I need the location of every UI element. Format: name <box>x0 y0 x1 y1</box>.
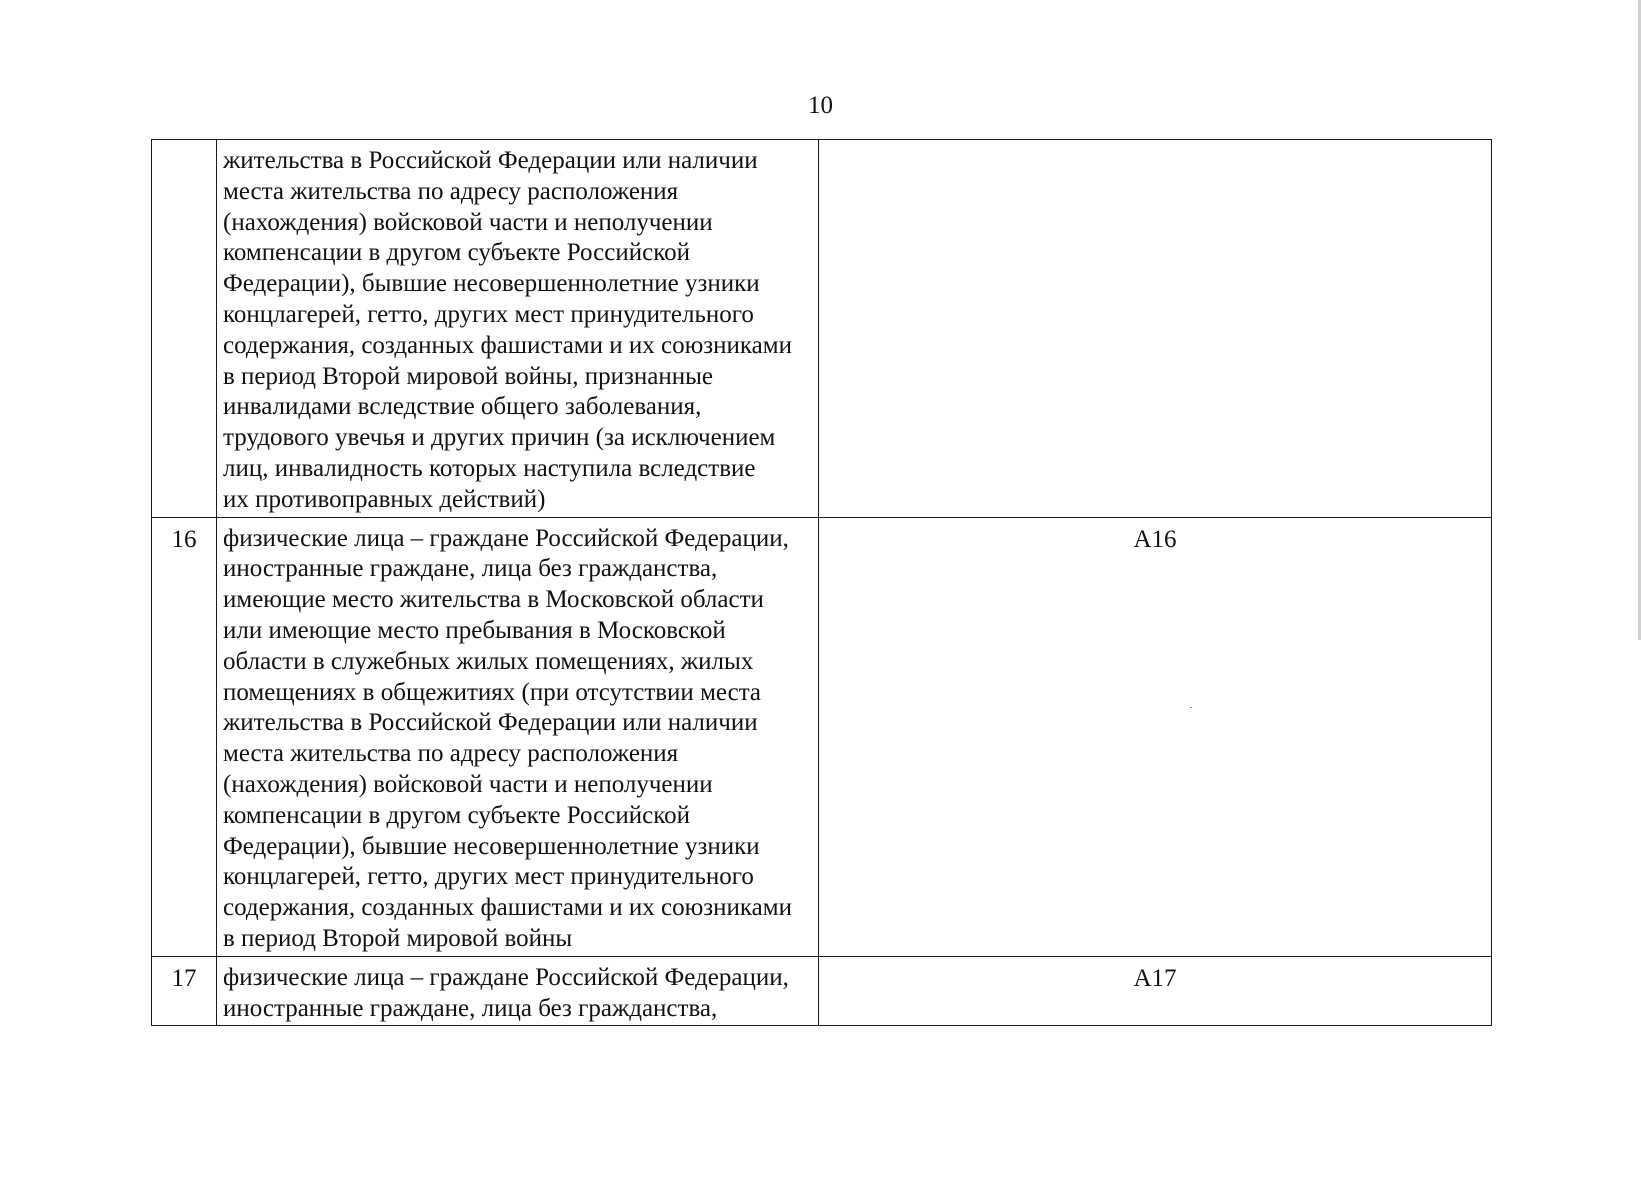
scan-speck <box>1190 707 1192 708</box>
category-code-cell <box>819 140 1492 518</box>
description-line: жительства в Российской Федерации или наличии <box>223 147 758 174</box>
description-line: области в служебных жилых помещениях, жилых <box>223 647 754 675</box>
description-line: жительства в Российской Федерации или наличии <box>223 709 758 737</box>
description-line: концлагерей, гетто, других мест принудительного <box>223 300 754 328</box>
description-line: Федерации), бывшие несовершеннолетние узники <box>223 270 760 298</box>
description-line: места жительства по адресу расположения <box>223 177 679 205</box>
description-line: трудового увечья и других причин (за исключением <box>223 424 776 452</box>
category-code-cell: А17 <box>819 956 1492 1026</box>
description-line: физические лица – граждане Российской Федерации, <box>223 963 789 991</box>
description-line: имеющие место жительства в Московской области <box>223 586 764 614</box>
row-number-cell: 17 <box>152 956 217 1026</box>
category-description-cell <box>217 517 819 956</box>
description-line: компенсации в другом субъекте Российской <box>223 801 690 829</box>
table-row <box>152 956 1492 1026</box>
description-line: иностранные граждане, лица без гражданства, <box>223 555 718 583</box>
description-line: (нахождения) войсковой части и неполучении <box>223 770 713 798</box>
table-row <box>152 140 1492 518</box>
description-line: содержания, созданных фашистами и их союзниками <box>223 894 792 922</box>
description-line: Федерации), бывшие несовершеннолетние узники <box>223 832 760 860</box>
description-line: помещениях в общежитиях (при отсутствии места <box>223 678 762 706</box>
description-line: физические лица – граждане Российской Федерации, <box>223 524 789 552</box>
description-line: лиц, инвалидность которых наступила вследствие <box>223 454 756 482</box>
description-line: компенсации в другом субъекте Российской <box>223 239 690 267</box>
description-line: в период Второй мировой войны, признанные <box>223 362 713 390</box>
description-line: инвалидами вследствие общего заболевания, <box>223 393 702 421</box>
category-description-cell <box>217 956 819 1026</box>
description-line: концлагерей, гетто, других мест принудительного <box>223 863 754 891</box>
description-line: места жительства по адресу расположения <box>223 740 679 768</box>
description-line: (нахождения) войсковой части и неполучении <box>223 208 713 236</box>
description-line: иностранные граждане, лица без гражданства, <box>223 994 718 1022</box>
description-line: содержания, созданных фашистами и их союзниками <box>223 331 792 359</box>
category-description-cell <box>217 140 819 518</box>
document-table <box>151 139 1492 1026</box>
table-row <box>152 517 1492 956</box>
description-line: их противоправных действий) <box>223 485 546 513</box>
page-number: 10 <box>808 92 833 119</box>
row-number-cell <box>152 140 217 518</box>
category-code-cell: А16 <box>819 517 1492 956</box>
description-line: в период Второй мировой войны <box>223 924 573 952</box>
description-line: или имеющие место пребывания в Московской <box>223 616 726 644</box>
row-number-cell: 16 <box>152 517 217 956</box>
